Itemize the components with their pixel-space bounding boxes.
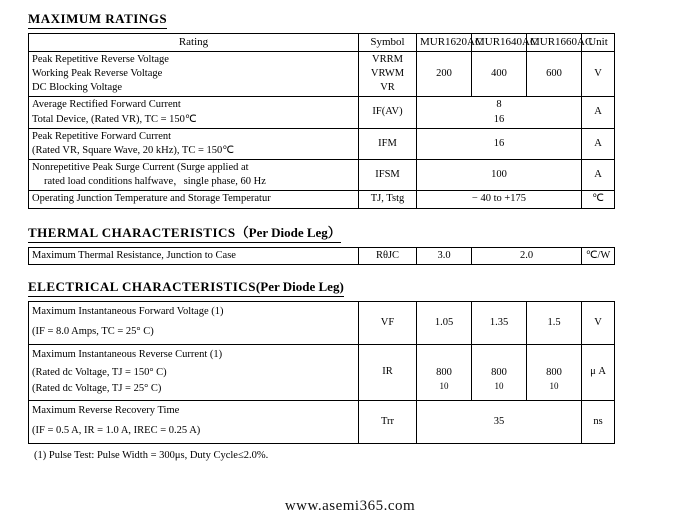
col-rating: Rating: [29, 34, 359, 52]
thermal-title-wrap: [28, 222, 678, 247]
rating-line: Maximum Reverse Recovery Time: [32, 404, 180, 416]
value-cell-merged: 100: [417, 160, 582, 191]
thermal-title: [28, 222, 341, 243]
value-line: 8: [496, 99, 502, 111]
symbol-cell: IFM: [359, 128, 417, 159]
rating-line: Peak Repetitive Reverse Voltage: [32, 53, 169, 65]
rating-cell: [29, 345, 359, 401]
value-cell-merged: [417, 97, 582, 128]
symbol-cell: RθJC: [359, 247, 417, 264]
table-row: [29, 191, 615, 208]
rating-line: (IF = 8.0 Amps, TC = 25° C): [32, 325, 154, 337]
rating-line: rated load conditions halfwave，single phase, 60 Hz: [44, 176, 266, 188]
value-cell: 1.05: [417, 301, 472, 344]
rating-line: Maximum Instantaneous Forward Voltage (1): [32, 305, 224, 317]
thermal-title-suffix: （Per Diode Leg）: [235, 224, 341, 240]
value-cell: 1.35: [472, 301, 527, 344]
rating-cell: [29, 400, 359, 443]
rating-cell: [29, 51, 359, 97]
rating-line: (Rated dc Voltage, TJ = 150° C): [32, 367, 167, 379]
rating-line: Peak Repetitive Forward Current: [32, 130, 172, 142]
footnote: (1) Pulse Test: Pulse Width = 300μs, Duty Cycle≤2.0%.: [34, 449, 269, 461]
rating-line: (IF = 0.5 A, IR = 1.0 A, IREC = 0.25 A): [32, 424, 201, 436]
col-mur1660ac: MUR1660AC: [527, 34, 582, 52]
value-line: 10: [494, 381, 504, 392]
table-row: [29, 160, 615, 191]
unit-cell: ns: [582, 400, 615, 443]
value-line: 10: [439, 381, 449, 392]
col-symbol: Symbol: [359, 34, 417, 52]
max-ratings-title: MAXIMUM RATINGS: [28, 11, 167, 29]
col-mur1640ac: MUR1640AC: [472, 34, 527, 52]
rating-cell: [29, 160, 359, 191]
rating-line: Maximum Instantaneous Reverse Current (1): [32, 349, 223, 361]
rating-cell: Maximum Thermal Resistance, Junction to Case: [29, 247, 359, 264]
unit-cell: A: [582, 128, 615, 159]
value-cell: 600: [527, 51, 582, 97]
symbol-cell: IFSM: [359, 160, 417, 191]
unit-cell: A: [582, 160, 615, 191]
value-cell-merged: 35: [417, 400, 582, 443]
thermal-table: [28, 247, 615, 265]
thermal-title-text: THERMAL CHARACTERISTICS: [28, 224, 236, 240]
rating-cell: Operating Junction Temperature and Storage Temperatur: [29, 191, 359, 208]
electrical-title-wrap: [28, 278, 678, 301]
unit-cell: A: [582, 97, 615, 128]
symbol-cell: TJ, Tstg: [359, 191, 417, 208]
value-cell: 1.5: [527, 301, 582, 344]
col-mur1620ac: MUR1620AC: [417, 34, 472, 52]
max-ratings-table: [28, 33, 615, 209]
electrical-table: [28, 301, 615, 444]
unit-cell: ℃: [582, 191, 615, 208]
rating-cell: [29, 301, 359, 344]
unit-cell: V: [582, 51, 615, 97]
value-line: 16: [493, 113, 505, 125]
symbol-line: VRWM: [370, 68, 405, 80]
col-unit: Unit: [582, 34, 615, 52]
unit-cell: V: [582, 301, 615, 344]
table-row: [29, 301, 615, 344]
unit-cell: μ A: [582, 345, 615, 401]
value-cell: 400: [472, 51, 527, 97]
rating-line: Working Peak Reverse Voltage: [32, 68, 163, 80]
value-cell: [417, 345, 472, 401]
rating-line: Nonrepetitive Peak Surge Current (Surge applied at: [32, 162, 249, 174]
value-cell: [527, 345, 582, 401]
table-row: [29, 345, 615, 401]
rating-line: Average Rectified Forward Current: [32, 99, 181, 111]
electrical-title-suffix: (Per Diode Leg): [255, 278, 344, 294]
site-url: www.asemi365.com: [284, 498, 416, 514]
symbol-cell: IF(AV): [359, 97, 417, 128]
table-row: [29, 128, 615, 159]
value-cell: 3.0: [417, 247, 472, 264]
symbol-cell: Trr: [359, 400, 417, 443]
value-cell: 200: [417, 51, 472, 97]
rating-line: DC Blocking Voltage: [32, 82, 123, 94]
table-header-row: [29, 34, 615, 52]
rating-line: (Rated dc Voltage, TJ = 25° C): [32, 383, 162, 395]
symbol-cell: IR: [359, 345, 417, 401]
symbol-cell: VF: [359, 301, 417, 344]
symbol-line: VR: [380, 82, 395, 94]
max-ratings-title-wrap: [28, 10, 678, 33]
value-cell-merged: 16: [417, 128, 582, 159]
rating-cell: [29, 128, 359, 159]
value-line: 800: [436, 367, 452, 379]
table-row: [29, 97, 615, 128]
value-line: 10: [549, 381, 559, 392]
rating-line: (Rated VR, Square Wave, 20 kHz), TC = 150℃: [32, 144, 235, 156]
rating-cell: [29, 97, 359, 128]
unit-cell: ℃/W: [582, 247, 615, 264]
rating-line: Total Device, (Rated VR), TC = 150℃: [32, 113, 197, 125]
table-row: [29, 400, 615, 443]
table-row: [29, 51, 615, 97]
value-cell-merged: − 40 to +175: [417, 191, 582, 208]
electrical-title: [28, 279, 344, 297]
value-cell: [472, 345, 527, 401]
value-line: 800: [491, 367, 507, 379]
symbol-cell: [359, 51, 417, 97]
symbol-line: VRRM: [372, 53, 403, 65]
value-line: 800: [546, 367, 562, 379]
value-cell: 2.0: [472, 247, 582, 264]
electrical-title-text: ELECTRICAL CHARACTERISTICS: [28, 278, 256, 294]
table-row: [29, 247, 615, 264]
